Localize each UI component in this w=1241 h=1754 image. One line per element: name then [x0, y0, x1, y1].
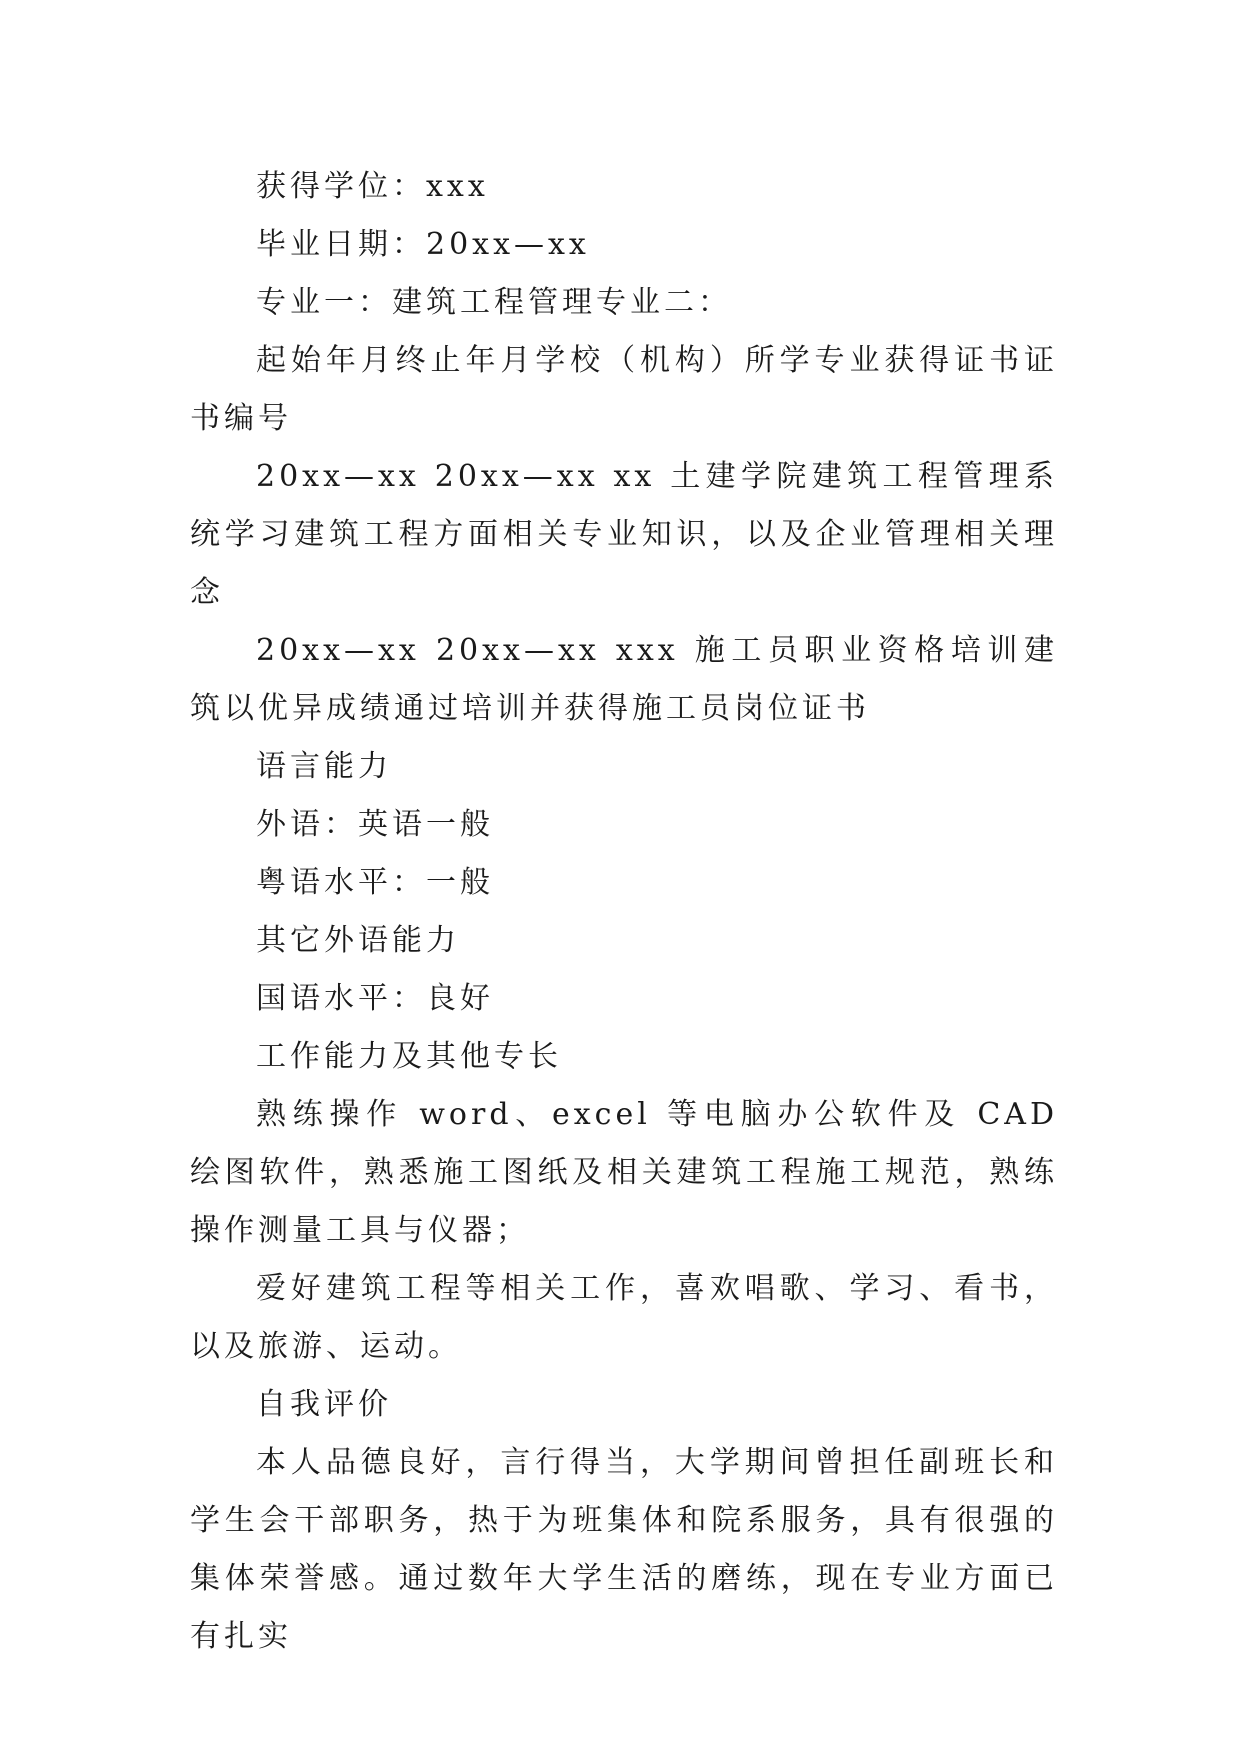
foreign-language-line: 外语：英语一般	[256, 807, 494, 842]
skills-paragraph: 熟练操作 word、excel 等电脑办公软件及 CAD 绘图软件，熟悉施工图纸及相关建筑工程施工规范，熟练操作测量工具与仪器；	[190, 1097, 1058, 1248]
section-heading-self-evaluation: 自我评价	[256, 1387, 392, 1422]
cantonese-line: 粤语水平：一般	[256, 865, 494, 900]
self-evaluation-paragraph: 本人品德良好，言行得当，大学期间曾担任副班长和学生会干部职务，热于为班集体和院系服务，具有很强的集体荣誉感。通过数年大学生活的磨练，现在专业方面已有扎实	[190, 1445, 1058, 1654]
section-heading-skills: 工作能力及其他专长	[256, 1039, 562, 1074]
graduation-date-line: 毕业日期：20xx—xx	[256, 227, 590, 262]
section-heading-language: 语言能力	[256, 749, 392, 784]
document-body	[190, 158, 1058, 1666]
degree-line: 获得学位：xxx	[256, 169, 489, 204]
major-line: 专业一：建筑工程管理专业二：	[256, 285, 732, 320]
education-entry-2: 20xx—xx 20xx—xx xxx 施工员职业资格培训建筑以优异成绩通过培训并获得施工员岗位证书	[190, 633, 1058, 726]
hobbies-paragraph: 爱好建筑工程等相关工作，喜欢唱歌、学习、看书，以及旅游、运动。	[190, 1271, 1058, 1364]
other-language-line: 其它外语能力	[256, 923, 460, 958]
mandarin-line: 国语水平：良好	[256, 981, 494, 1016]
education-entry-1: 20xx—xx 20xx—xx xx 土建学院建筑工程管理系统学习建筑工程方面相关专业知识，以及企业管理相关理念	[190, 459, 1058, 610]
education-table-header: 起始年月终止年月学校（机构）所学专业获得证书证书编号	[190, 343, 1058, 436]
